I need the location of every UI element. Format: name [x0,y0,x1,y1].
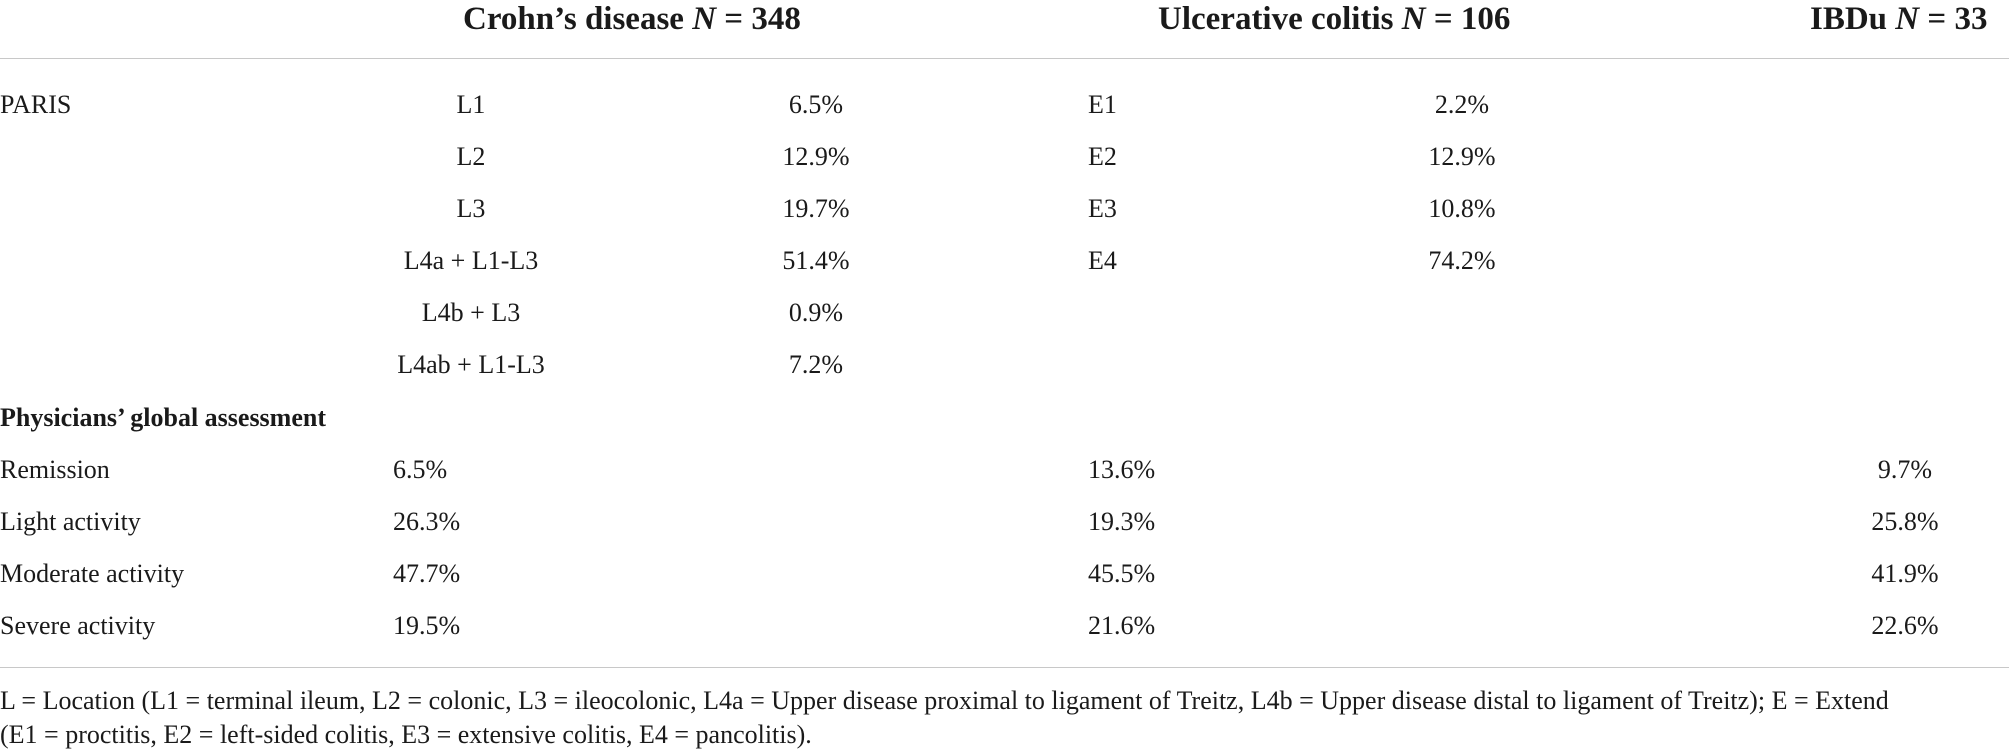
pga-crohns-value: 19.5% [393,611,461,640]
pga-crohns-value: 26.3% [393,507,461,536]
paris-crohns-value: 6.5% [788,90,844,119]
footnote-line-2: (E1 = proctitis, E2 = left-sided colitis, E3 = extensive colitis, E4 = pancolitis). [0,720,812,749]
header-ibdu [1810,0,1987,38]
paris-crohns-code: L4b + L3 [421,298,521,327]
header-uc [1158,0,1510,38]
paris-crohns-code: L3 [456,194,486,223]
header-rule [0,58,2009,59]
paris-crohns-code: L1 [456,90,486,119]
header-uc-n: N [1401,1,1426,37]
pga-ibdu-value: 41.9% [1871,559,1939,588]
pga-title: Physicians’ global assessment [0,403,326,432]
paris-crohns-code: L2 [456,142,486,171]
footer-rule [0,667,2009,668]
paris-uc-value: 10.8% [1428,194,1496,223]
pga-crohns-value: 47.7% [393,559,461,588]
footnote-line-1: L = Location (L1 = terminal ileum, L2 = colonic, L3 = ileocolonic, L4a = Upper disease proximal to ligament of Treitz, L4b = Upper disease distal to ligament of Treitz); E = Extend [0,686,1889,715]
header-ibdu-n: N [1895,1,1920,37]
header-crohns [463,0,801,38]
paris-crohns-value: 19.7% [782,194,850,223]
pga-ibdu-value: 9.7% [1877,455,1933,484]
paris-crohns-code: L4a + L1-L3 [403,246,539,275]
pga-ibdu-value: 22.6% [1871,611,1939,640]
paris-crohns-code: L4ab + L1-L3 [397,350,545,379]
header-crohns-count: = 348 [716,1,801,37]
pga-row-label: Light activity [0,507,141,536]
pga-row-label: Severe activity [0,611,156,640]
pga-row-label: Moderate activity [0,559,185,588]
pga-crohns-value: 6.5% [393,455,448,484]
paris-crohns-value: 7.2% [788,350,844,379]
pga-uc-value: 21.6% [1088,611,1156,640]
pga-uc-value: 19.3% [1088,507,1156,536]
header-uc-label: Ulcerative colitis [1158,1,1402,37]
paris-crohns-value: 0.9% [788,298,844,327]
pga-ibdu-value: 25.8% [1871,507,1939,536]
paris-uc-code: E4 [1088,246,1117,275]
paris-uc-code: E2 [1088,142,1117,171]
paris-uc-code: E1 [1088,90,1117,119]
pga-uc-value: 45.5% [1088,559,1156,588]
pga-uc-value: 13.6% [1088,455,1156,484]
paris-crohns-value: 51.4% [782,246,850,275]
header-uc-count: = 106 [1425,1,1511,37]
paris-uc-value: 74.2% [1428,246,1496,275]
paris-crohns-value: 12.9% [782,142,850,171]
header-crohns-label: Crohn’s disease [463,1,693,37]
header-crohns-n: N [692,1,717,37]
paris-uc-value: 12.9% [1428,142,1496,171]
header-ibdu-label: IBDu [1810,1,1896,37]
paris-label: PARIS [0,90,72,119]
pga-row-label: Remission [0,455,110,484]
paris-uc-value: 2.2% [1434,90,1490,119]
header-ibdu-count: = 33 [1919,1,1988,37]
paris-uc-code: E3 [1088,194,1117,223]
